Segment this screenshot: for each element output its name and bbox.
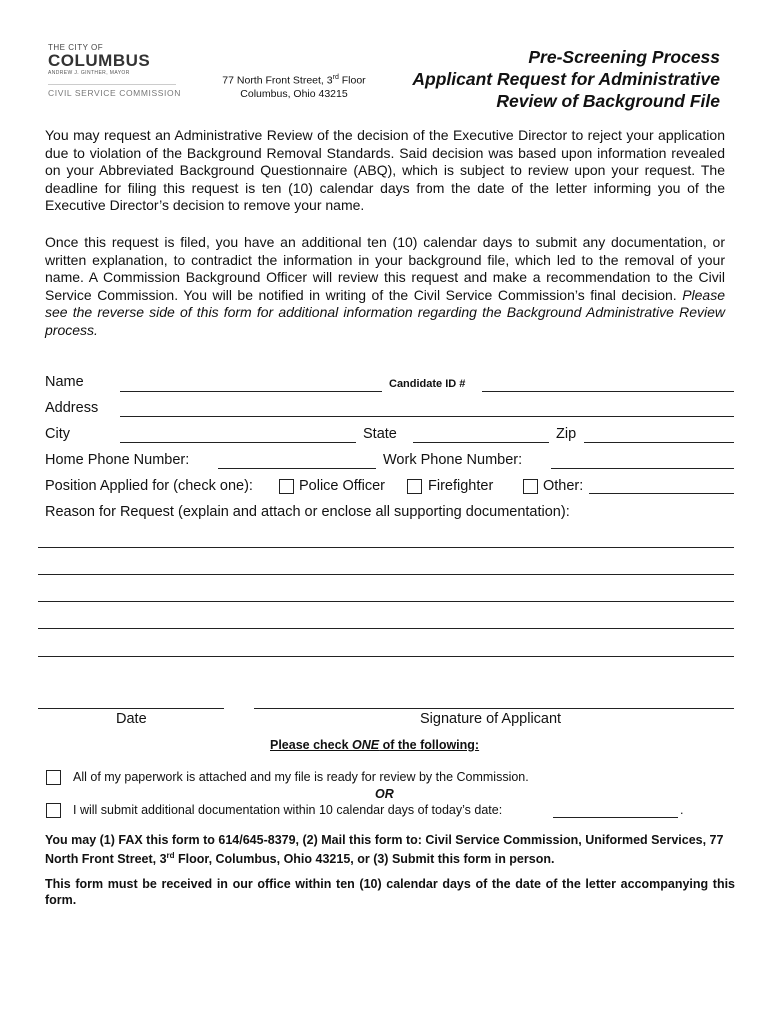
additional-docs-period: . — [680, 803, 684, 817]
date-label: Date — [116, 711, 147, 727]
police-officer-checkbox[interactable] — [279, 479, 294, 494]
city-field[interactable] — [120, 442, 356, 443]
paperwork-attached-checkbox[interactable] — [46, 770, 61, 785]
police-officer-label: Police Officer — [299, 478, 385, 494]
position-label: Position Applied for (check one): — [45, 478, 253, 494]
signature-field[interactable] — [254, 708, 734, 709]
additional-docs-checkbox[interactable] — [46, 803, 61, 818]
other-checkbox[interactable] — [523, 479, 538, 494]
address-field[interactable] — [120, 416, 734, 417]
intro-paragraph-2: Once this request is filed, you have an additional ten (10) calendar days to submit any documentation, or written explanation, to contradict the information in your background file, which led to the removal of your name. A Commission Background Officer will review this request and make a recommendation to the Civil Service Commission. You will be notified in writing of the Civil Service Commission’s final decision. Please see the reverse side of this form for additional information regarding the Background Administrative Review process. — [45, 234, 725, 338]
state-label: State — [363, 426, 397, 442]
reason-line-4[interactable] — [38, 628, 734, 629]
submission-instructions: You may (1) FAX this form to 614/645-8379, (2) Mail this form to: Civil Service Commission, Uniformed Services, 77 North Front Street, 3rd Floor, Columbus, Ohio 43215, or (3) Submit this form in person. — [45, 833, 724, 867]
signature-label: Signature of Applicant — [420, 711, 562, 727]
address-city: Columbus, Ohio 43215 — [240, 87, 348, 100]
check-one-heading: Please check ONE of the following: — [270, 738, 480, 752]
intro-paragraph-1: You may request an Administrative Review of the decision of the Executive Director to reject your application due to violation of the Background Removal Standards. Said decision was based upon information revealed on your Abbreviated Background Questionnaire (ABQ), which is subject to review upon your request. The deadline for filing this request is ten (10) calendar days from the date of the letter informing you of the Executive Director’s decision to remove your name. — [45, 127, 725, 213]
firefighter-label: Firefighter — [428, 478, 494, 494]
home-phone-label: Home Phone Number: — [45, 452, 190, 468]
office-address — [204, 71, 384, 101]
logo-line-columbus: COLUMBUS — [48, 51, 151, 70]
logo-divider — [48, 84, 176, 85]
reason-line-3[interactable] — [38, 601, 734, 602]
work-phone-label: Work Phone Number: — [383, 452, 523, 468]
work-phone-field[interactable] — [551, 468, 734, 469]
address-label: Address — [45, 400, 99, 416]
home-phone-field[interactable] — [218, 468, 376, 469]
reason-line-5[interactable] — [38, 656, 734, 657]
firefighter-checkbox[interactable] — [407, 479, 422, 494]
additional-docs-date-field[interactable] — [553, 817, 678, 818]
name-label: Name — [45, 374, 84, 390]
logo-line-commission: CIVIL SERVICE COMMISSION — [48, 88, 181, 98]
state-field[interactable] — [413, 442, 549, 443]
title-line-1: Pre-Screening Process — [528, 47, 720, 67]
logo-line-city-of: THE CITY OF — [48, 43, 104, 52]
other-field[interactable] — [589, 493, 734, 494]
logo-line-mayor: ANDREW J. GINTHER, MAYOR — [48, 70, 130, 76]
date-field[interactable] — [38, 708, 224, 709]
paperwork-attached-label: All of my paperwork is attached and my file is ready for review by the Commission. — [73, 770, 529, 784]
title-line-3: Review of Background File — [496, 91, 720, 111]
other-label: Other: — [543, 478, 584, 494]
additional-docs-label: I will submit additional documentation within 10 calendar days of today’s date: — [73, 803, 503, 817]
address-street: 77 North Front Street, 3rd Floor — [222, 74, 366, 87]
candidate-id-field[interactable] — [482, 391, 734, 392]
city-logo — [48, 43, 183, 98]
name-field[interactable] — [120, 391, 382, 392]
reason-label: Reason for Request (explain and attach or enclose all supporting documentation): — [45, 504, 570, 520]
zip-label: Zip — [556, 426, 577, 442]
title-line-2: Applicant Request for Administrative — [412, 69, 720, 89]
form-title — [360, 46, 720, 112]
city-label: City — [45, 426, 70, 442]
or-label: OR — [375, 787, 394, 801]
reason-line-1[interactable] — [38, 547, 734, 548]
reason-line-2[interactable] — [38, 574, 734, 575]
candidate-id-label: Candidate ID # — [389, 378, 466, 390]
zip-field[interactable] — [584, 442, 734, 443]
deadline-notice: This form must be received in our office within ten (10) calendar days of the date of the letter accompanying this form. — [45, 877, 735, 907]
